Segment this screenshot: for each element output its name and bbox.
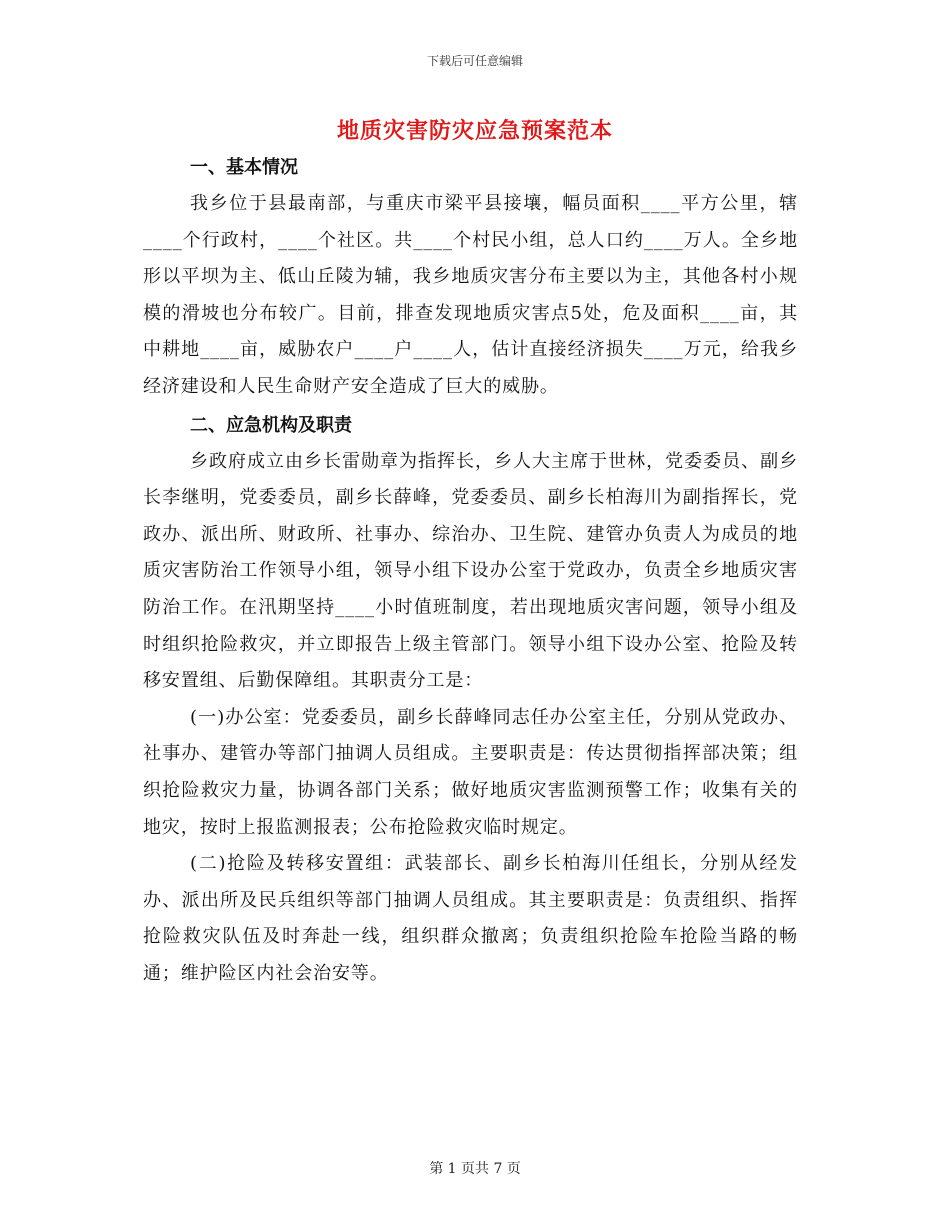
document-body xyxy=(143,150,798,992)
paragraph-rescue-group-duties: (二)抢险及转移安置组：武装部长、副乡长柏海川任组长，分别从经发办、派出所及民兵组织等部门抽调人员组成。其主要职责是：负责组织、指挥抢险救灾队伍及时奔赴一线，组织群众撤离；负责组织抢险车抢险当路的畅通；维护险区内社会治安等。 xyxy=(143,853,798,984)
header-note: 下载后可任意编辑 xyxy=(426,54,523,68)
section-heading-emergency-org: 二、应急机构及职责 xyxy=(190,414,352,436)
page-number: 第 1 页共 7 页 xyxy=(429,1161,521,1177)
paragraph-emergency-org: 乡政府成立由乡长雷勋章为指挥长，乡人大主席于世林，党委委员、副乡长李继明，党委委员，副乡长薛峰，党委委员、副乡长柏海川为副指挥长，党政办、派出所、财政所、社事办、综治办、卫生院、建管办负责人为成员的地质灾害防治工作领导小组，领导小组下设办公室于党政办，负责全乡地质灾害防治工作。在汛期坚持____小时值班制度，若出现地质灾害问题，领导小组及时组织抢险救灾，并立即报告上级主管部门。领导小组下设办公室、抢险及转移安置组、后勤保障组。其职责分工是： xyxy=(143,450,798,692)
paragraph-office-duties: (一)办公室：党委委员，副乡长薛峰同志任办公室主任，分别从党政办、社事办、建管办等部门抽调人员组成。主要职责是：传达贯彻指挥部决策；组织抢险救灾力量，协调各部门关系；做好地质灾害监测预警工作；收集有关的地灾，按时上报监测报表；公布抢险救灾临时规定。 xyxy=(143,706,798,838)
document-title: 地质灾害防灾应急预案范本 xyxy=(336,119,613,144)
paragraph-basic-info: 我乡位于县最南部，与重庆市梁平县接壤，幅员面积____平方公里，辖____个行政村，____个社区。共____个村民小组，总人口约____万人。全乡地形以平坝为主、低山丘陵为辅，我乡地质灾害分布主要以为主，其他各村小规模的滑坡也分布较广。目前，排查发现地质灾害点5处，危及面积____亩，其中耕地____亩，威胁农户____户____人，估计直接经济损失____万元，给我乡经济建设和人民生命财产安全造成了巨大的威胁。 xyxy=(143,193,798,397)
section-heading-basic-info: 一、基本情况 xyxy=(190,157,298,178)
